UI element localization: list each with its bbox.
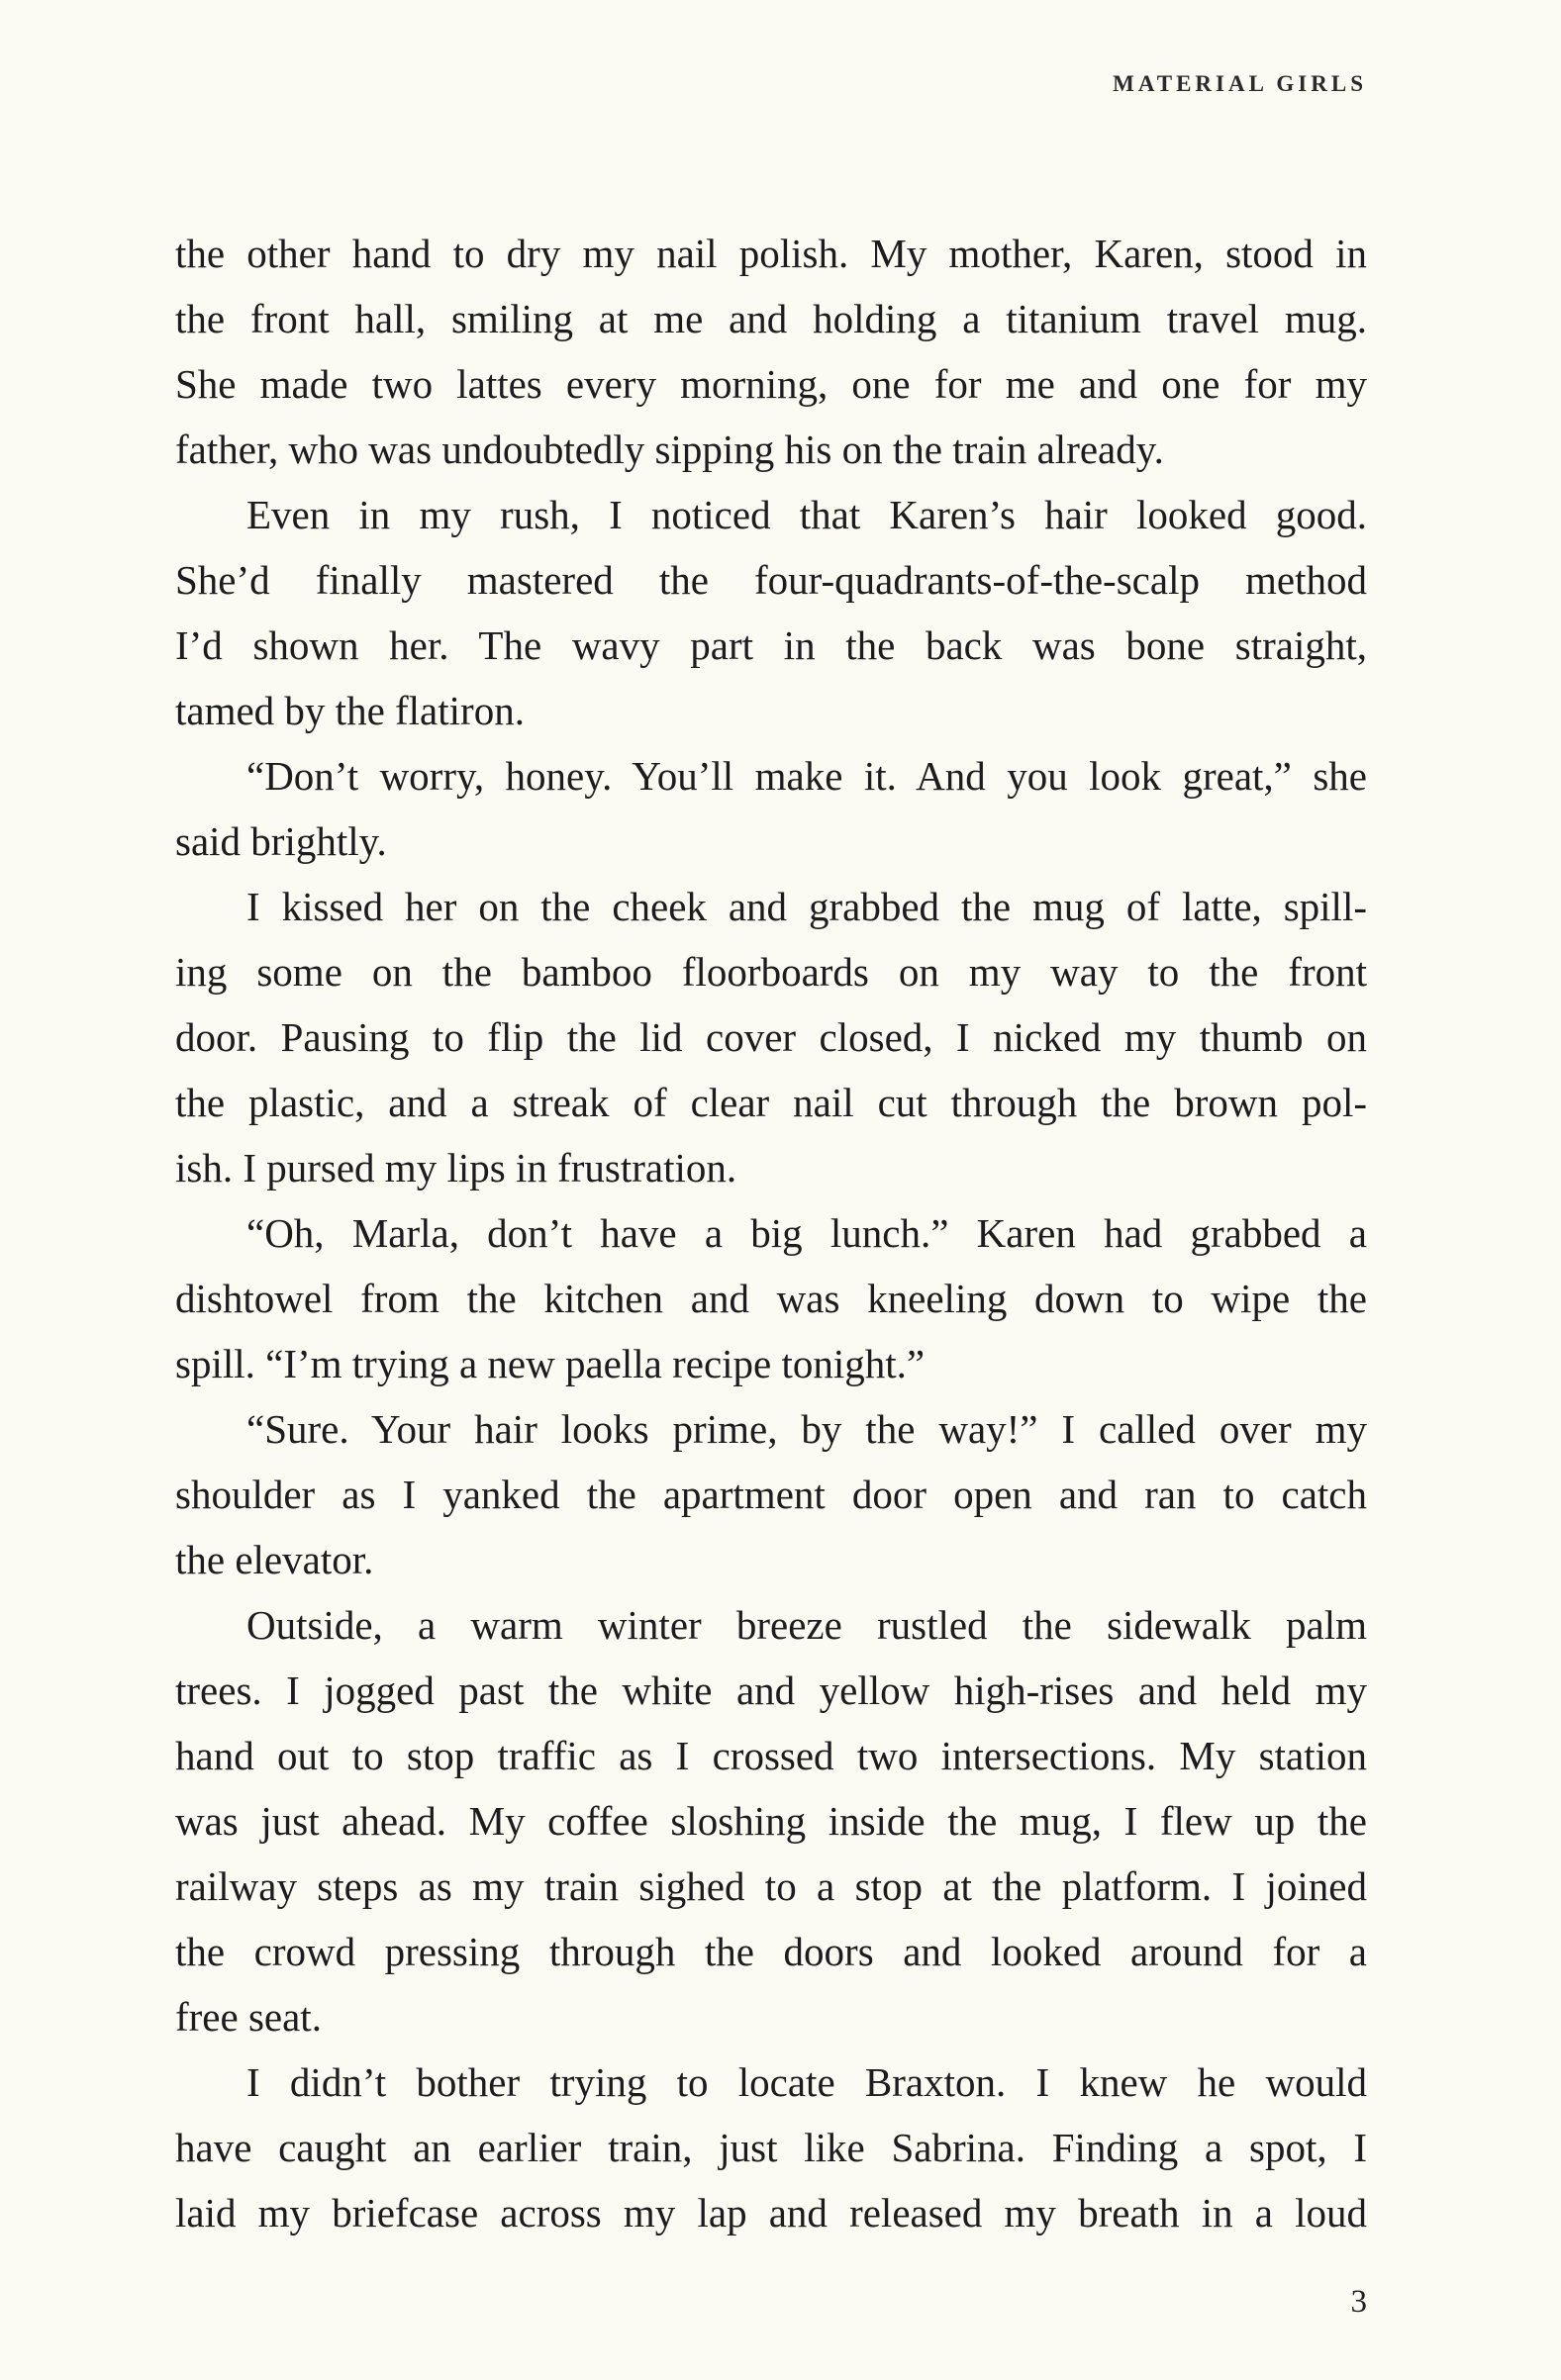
text-line: shoulder as I yanked the apartment door open and ran to catch [175,1472,1367,1517]
text-line: have caught an earlier train, just like Sabrina. Finding a spot, I [175,2125,1367,2170]
text-line: said brightly. [175,818,387,864]
text-line: the plastic, and a streak of clear nail cut through the brown pol- [175,1080,1367,1125]
text-line: tamed by the flatiron. [175,688,525,733]
text-line: father, who was undoubtedly sipping his on the train already. [175,427,1164,472]
text-line: She’d finally mastered the four-quadrants-of-the-scalp method [175,557,1367,603]
text-line: was just ahead. My coffee sloshing inside the mug, I flew up the [175,1798,1367,1844]
text-line: railway steps as my train sighed to a stop at the platform. I joined [175,1863,1367,1909]
text-line: spill. “I’m trying a new paella recipe tonight.” [175,1341,926,1386]
text-line: I’d shown her. The wavy part in the back was bone straight, [175,622,1367,668]
text-line: “Don’t worry, honey. You’ll make it. And you look great,” she [246,753,1367,799]
body-text [175,221,1367,2245]
text-line: “Sure. Your hair looks prime, by the way!” I called over my [246,1406,1367,1452]
page-number: 3 [1350,2284,1367,2320]
text-line: dishtowel from the kitchen and was kneeling down to wipe the [175,1276,1367,1321]
text-line: the front hall, smiling at me and holding a titanium travel mug. [175,296,1367,341]
text-line: hand out to stop traffic as I crossed two intersections. My station [175,1733,1367,1778]
text-line: laid my briefcase across my lap and released my breath in a loud [175,2190,1367,2236]
text-line: the elevator. [175,1537,374,1582]
text-line: the crowd pressing through the doors and looked around for a [175,1929,1367,1974]
text-line: trees. I jogged past the white and yellow high-rises and held my [175,1667,1367,1713]
text-line: door. Pausing to flip the lid cover closed, I nicked my thumb on [175,1014,1367,1060]
text-line: I kissed her on the cheek and grabbed the mug of latte, spill- [246,884,1367,929]
text-line: I didn’t bother trying to locate Braxton. I knew he would [246,2059,1367,2105]
text-line: free seat. [175,1994,322,2040]
text-line: ish. I pursed my lips in frustration. [175,1145,737,1190]
text-line: “Oh, Marla, don’t have a big lunch.” Karen had grabbed a [246,1210,1367,1256]
text-line: Outside, a warm winter breeze rustled the sidewalk palm [246,1602,1367,1648]
running-head: MATERIAL GIRLS [1113,71,1367,96]
text-line: the other hand to dry my nail polish. My mother, Karen, stood in [175,231,1367,276]
text-line: ing some on the bamboo floorboards on my way to the front [175,949,1367,995]
text-line: She made two lattes every morning, one for me and one for my [175,361,1367,407]
text-line: Even in my rush, I noticed that Karen’s hair looked good. [246,492,1367,537]
